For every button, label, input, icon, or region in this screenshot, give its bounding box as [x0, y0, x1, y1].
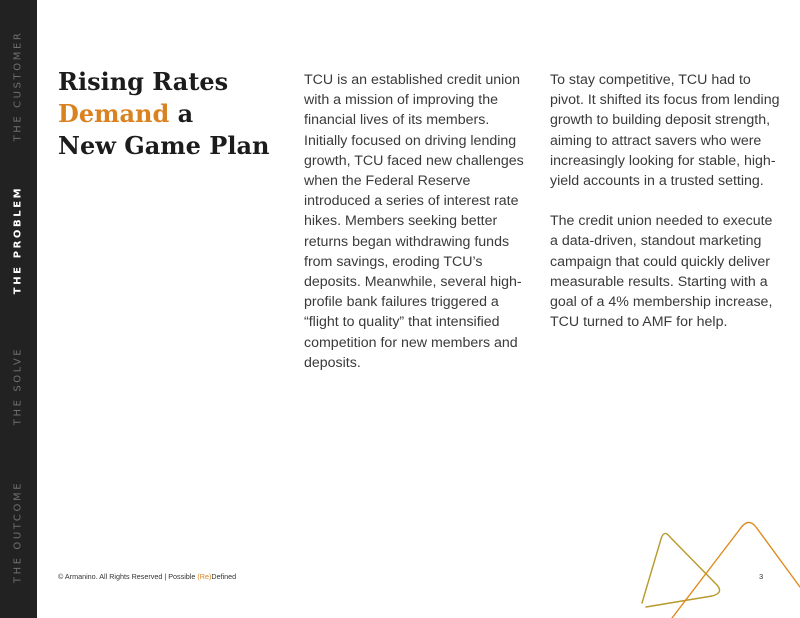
footer-re-accent: (Re)	[197, 572, 212, 581]
headline-accent-word: Demand	[58, 99, 170, 128]
footer-text: © Armanino. All Rights Reserved | Possible	[58, 572, 198, 581]
headline-line-3: New Game Plan	[58, 131, 270, 160]
decorative-triangle-lines-icon	[640, 515, 800, 618]
footer-text-end: Defined	[211, 572, 237, 581]
body-column-left	[304, 70, 532, 393]
copyright-footer	[58, 572, 236, 581]
headline-line-2-rest: a	[169, 99, 194, 128]
page-number: 3	[759, 572, 764, 581]
nav-item-the-problem[interactable]: THE PROBLEM	[12, 185, 24, 295]
nav-item-the-outcome[interactable]: THE OUTCOME	[12, 480, 24, 584]
body-paragraph: TCU is an established credit union with a mission of improving the financial lives of its members. Initially focused on driving lending growth, TCU faced new challenges when the Federal Reserve introduced a series of interest rate hikes. Members seeking better returns began withdrawing funds from savings, eroding TCU’s deposits. Meanwhile, several high-profile bank failures triggered a “flight to quality” that intensified competition for new members and deposits.	[304, 72, 524, 371]
deco-orange-line	[672, 522, 800, 618]
headline-line-1: Rising Rates	[58, 67, 229, 96]
page-headline	[58, 66, 278, 162]
nav-item-the-solve[interactable]: THE SOLVE	[12, 346, 24, 426]
body-column-right	[550, 70, 782, 352]
section-nav-sidebar	[0, 0, 37, 618]
nav-item-the-customer[interactable]: THE CUSTOMER	[12, 30, 24, 142]
body-paragraph: To stay competitive, TCU had to pivot. It shifted its focus from lending growth to building deposit strength, aiming to attract savers who were increasingly looking for stable, high-yield accounts in a trusted setting.	[550, 72, 780, 190]
body-paragraph: The credit union needed to execute a data-driven, standout marketing campaign that could quickly deliver measurable results. Starting with a goal of a 4% membership increase, TCU turned to AMF for help.	[550, 213, 773, 331]
